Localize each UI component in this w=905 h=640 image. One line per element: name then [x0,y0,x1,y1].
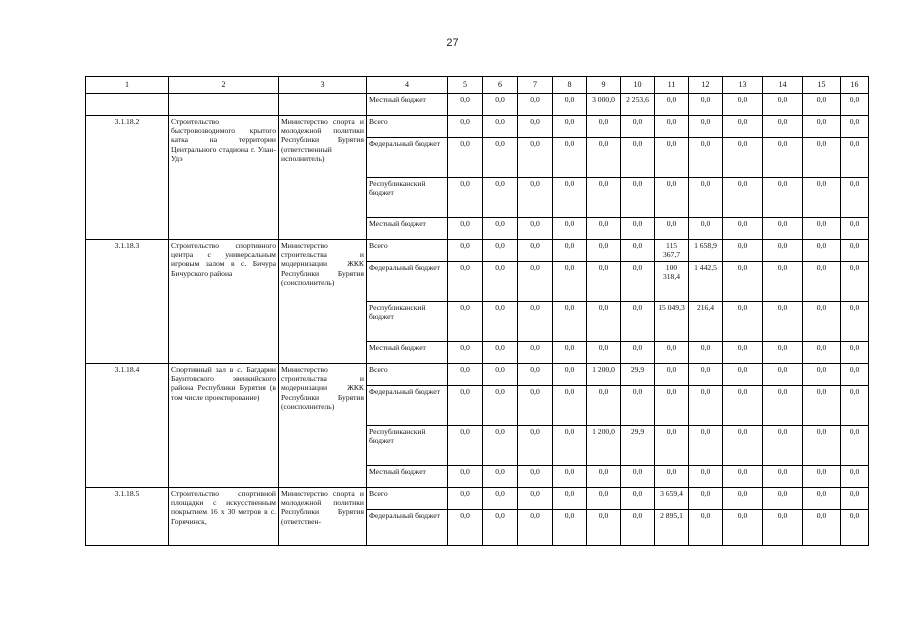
measure-name: Строительство спортивной площадки с искусственным покрытием 16 х 30 метров в с. Горячинск, [169,488,279,546]
value-cell: 0,0 [553,466,587,488]
page-number: 27 [446,37,459,49]
value-cell: 0,0 [841,94,869,116]
value-cell: 0,0 [841,426,869,466]
value-cell: 0,0 [448,466,483,488]
value-cell: 0,0 [483,138,518,178]
value-cell: 0,0 [553,488,587,510]
value-cell: 1 658,9 [689,240,723,262]
value-cell: 0,0 [723,426,763,466]
value-cell: 0,0 [723,138,763,178]
header-cell: 1 [86,77,169,94]
value-cell: 0,0 [689,94,723,116]
value-cell: 0,0 [483,342,518,364]
measure-executor [279,94,367,116]
value-cell: 0,0 [448,510,483,546]
funding-source: Республиканский бюджет [367,178,448,218]
value-cell: 0,0 [518,218,553,240]
table-row [86,488,869,510]
value-cell: 0,0 [763,218,803,240]
value-cell: 0,0 [621,262,655,302]
value-cell: 0,0 [803,488,841,510]
value-cell: 0,0 [803,426,841,466]
funding-source: Всего [367,488,448,510]
value-cell: 0,0 [723,262,763,302]
value-cell: 0,0 [689,218,723,240]
value-cell: 0,0 [723,510,763,546]
funding-source: Местный бюджет [367,94,448,116]
value-cell: 0,0 [553,426,587,466]
value-cell: 0,0 [518,94,553,116]
value-cell: 0,0 [763,426,803,466]
value-cell: 0,0 [587,218,621,240]
value-cell: 2 895,1 [655,510,689,546]
funding-source: Всего [367,364,448,386]
funding-source: Республиканский бюджет [367,302,448,342]
value-cell: 0,0 [763,240,803,262]
value-cell: 0,0 [448,426,483,466]
value-cell: 0,0 [803,364,841,386]
value-cell: 0,0 [518,426,553,466]
value-cell: 0,0 [483,364,518,386]
value-cell: 0,0 [803,218,841,240]
value-cell: 0,0 [803,178,841,218]
value-cell: 0,0 [448,218,483,240]
measure-name: Строительство спортивного центра с универсальным игровым залом в с. Бичура Бичурского района [169,240,279,364]
value-cell: 0,0 [553,386,587,426]
measure-executor: Министерство спорта и молодежной политики Республики Бурятия (ответствен- [279,488,367,546]
value-cell: 0,0 [553,94,587,116]
value-cell: 0,0 [841,342,869,364]
value-cell: 0,0 [655,342,689,364]
value-cell: 0,0 [448,262,483,302]
value-cell: 0,0 [553,218,587,240]
value-cell: 0,0 [763,488,803,510]
measure-executor: Министерство спорта и молодежной политики Республики Бурятия (ответственный исполнитель) [279,116,367,240]
value-cell: 0,0 [803,116,841,138]
funding-source: Федеральный бюджет [367,510,448,546]
table-row [86,364,869,386]
value-cell: 0,0 [689,466,723,488]
value-cell: 0,0 [553,178,587,218]
value-cell: 0,0 [587,510,621,546]
value-cell: 0,0 [553,364,587,386]
value-cell: 0,0 [803,138,841,178]
table-row [86,240,869,262]
header-cell: 12 [689,77,723,94]
value-cell: 1 200,0 [587,426,621,466]
value-cell: 0,0 [553,262,587,302]
value-cell: 0,0 [841,302,869,342]
value-cell: 115 367,7 [655,240,689,262]
value-cell: 0,0 [803,262,841,302]
value-cell: 0,0 [723,466,763,488]
funding-source: Республиканский бюджет [367,426,448,466]
value-cell: 0,0 [763,386,803,426]
value-cell: 0,0 [841,262,869,302]
funding-source: Местный бюджет [367,218,448,240]
value-cell: 29,9 [621,426,655,466]
funding-source: Федеральный бюджет [367,262,448,302]
value-cell: 0,0 [763,262,803,302]
funding-source: Местный бюджет [367,466,448,488]
measure-code: 3.1.18.3 [86,240,169,364]
value-cell: 0,0 [518,488,553,510]
value-cell: 0,0 [723,218,763,240]
value-cell: 0,0 [689,364,723,386]
value-cell: 0,0 [553,510,587,546]
value-cell: 0,0 [448,178,483,218]
value-cell: 0,0 [841,240,869,262]
header-cell: 15 [803,77,841,94]
value-cell: 0,0 [518,364,553,386]
budget-table [85,76,869,546]
header-cell: 13 [723,77,763,94]
header-cell: 14 [763,77,803,94]
value-cell: 0,0 [841,510,869,546]
value-cell: 0,0 [448,138,483,178]
value-cell: 216,4 [689,302,723,342]
measure-name: Спортивный зал в с. Багдарин Баунтовского эвенкийского района Республики Бурятия (в том числе проектирование) [169,364,279,488]
value-cell: 0,0 [841,218,869,240]
value-cell: 0,0 [448,364,483,386]
value-cell: 0,0 [655,138,689,178]
funding-source: Федеральный бюджет [367,138,448,178]
value-cell: 0,0 [689,178,723,218]
value-cell: 0,0 [841,178,869,218]
value-cell: 0,0 [621,178,655,218]
value-cell: 0,0 [763,510,803,546]
value-cell: 0,0 [621,466,655,488]
header-cell: 5 [448,77,483,94]
value-cell: 0,0 [483,510,518,546]
value-cell: 0,0 [763,138,803,178]
value-cell: 0,0 [587,240,621,262]
funding-source: Всего [367,116,448,138]
value-cell: 0,0 [723,178,763,218]
header-cell: 7 [518,77,553,94]
value-cell: 0,0 [763,364,803,386]
value-cell: 0,0 [518,262,553,302]
value-cell: 0,0 [448,488,483,510]
value-cell: 0,0 [803,302,841,342]
value-cell: 0,0 [553,138,587,178]
value-cell: 15 049,3 [655,302,689,342]
value-cell: 0,0 [483,262,518,302]
value-cell: 0,0 [763,302,803,342]
header-cell: 3 [279,77,367,94]
value-cell: 0,0 [763,94,803,116]
value-cell: 0,0 [841,364,869,386]
value-cell: 0,0 [518,240,553,262]
value-cell: 0,0 [587,342,621,364]
value-cell: 0,0 [655,94,689,116]
value-cell: 0,0 [803,342,841,364]
value-cell: 0,0 [553,302,587,342]
value-cell: 0,0 [518,510,553,546]
value-cell: 0,0 [587,386,621,426]
funding-source: Всего [367,240,448,262]
value-cell: 0,0 [553,116,587,138]
value-cell: 0,0 [723,240,763,262]
value-cell: 0,0 [689,426,723,466]
value-cell: 0,0 [448,94,483,116]
value-cell: 0,0 [448,342,483,364]
value-cell: 0,0 [621,240,655,262]
value-cell: 0,0 [689,488,723,510]
value-cell: 0,0 [483,426,518,466]
value-cell: 0,0 [553,342,587,364]
value-cell: 0,0 [518,178,553,218]
value-cell: 100 318,4 [655,262,689,302]
funding-source: Федеральный бюджет [367,386,448,426]
value-cell: 0,0 [655,218,689,240]
value-cell: 0,0 [621,116,655,138]
value-cell: 0,0 [518,466,553,488]
value-cell: 0,0 [621,218,655,240]
value-cell: 0,0 [841,138,869,178]
value-cell: 0,0 [655,364,689,386]
value-cell: 0,0 [655,426,689,466]
value-cell: 0,0 [483,218,518,240]
value-cell: 1 200,0 [587,364,621,386]
value-cell: 0,0 [689,342,723,364]
value-cell: 0,0 [448,302,483,342]
value-cell: 0,0 [655,386,689,426]
measure-executor: Министерство строительства и модернизации ЖКК Республики Бурятия (соисполнитель) [279,240,367,364]
value-cell: 3 000,0 [587,94,621,116]
value-cell: 0,0 [587,178,621,218]
value-cell: 0,0 [483,116,518,138]
value-cell: 0,0 [841,116,869,138]
value-cell: 0,0 [483,178,518,218]
value-cell: 0,0 [803,94,841,116]
value-cell: 0,0 [621,342,655,364]
value-cell: 0,0 [483,240,518,262]
value-cell: 0,0 [587,116,621,138]
measure-name: Строительство быстровозводимого крытого катка на территории Центрального стадиона г. Улан-Удэ [169,116,279,240]
value-cell: 0,0 [723,488,763,510]
value-cell: 1 442,5 [689,262,723,302]
value-cell: 0,0 [763,466,803,488]
value-cell: 0,0 [448,116,483,138]
value-cell: 0,0 [723,94,763,116]
header-cell: 16 [841,77,869,94]
header-cell: 2 [169,77,279,94]
value-cell: 0,0 [483,386,518,426]
value-cell: 0,0 [587,466,621,488]
value-cell: 0,0 [621,510,655,546]
value-cell: 0,0 [841,386,869,426]
value-cell: 0,0 [803,386,841,426]
value-cell: 0,0 [518,138,553,178]
value-cell: 0,0 [518,342,553,364]
value-cell: 0,0 [655,116,689,138]
measure-code: 3.1.18.2 [86,116,169,240]
value-cell: 0,0 [518,302,553,342]
value-cell: 0,0 [689,116,723,138]
value-cell: 0,0 [621,386,655,426]
value-cell: 0,0 [841,488,869,510]
value-cell: 0,0 [723,386,763,426]
header-cell: 11 [655,77,689,94]
value-cell: 0,0 [587,262,621,302]
value-cell: 0,0 [655,178,689,218]
value-cell: 0,0 [587,302,621,342]
header-cell: 4 [367,77,448,94]
value-cell: 0,0 [723,302,763,342]
value-cell: 0,0 [448,240,483,262]
value-cell: 0,0 [621,488,655,510]
value-cell: 0,0 [763,116,803,138]
table-row [86,94,869,116]
value-cell: 0,0 [763,178,803,218]
value-cell: 0,0 [803,466,841,488]
value-cell: 0,0 [587,138,621,178]
value-cell: 0,0 [448,386,483,426]
measure-code: 3.1.18.5 [86,488,169,546]
value-cell: 0,0 [518,386,553,426]
header-cell: 10 [621,77,655,94]
value-cell: 0,0 [723,364,763,386]
measure-code: 3.1.18.4 [86,364,169,488]
table-row [86,116,869,138]
header-cell: 9 [587,77,621,94]
value-cell: 0,0 [587,488,621,510]
value-cell: 0,0 [841,466,869,488]
value-cell: 0,0 [763,342,803,364]
value-cell: 0,0 [483,94,518,116]
value-cell: 0,0 [483,488,518,510]
value-cell: 0,0 [621,138,655,178]
value-cell: 0,0 [723,116,763,138]
measure-code [86,94,169,116]
value-cell: 0,0 [621,302,655,342]
value-cell: 0,0 [483,466,518,488]
header-cell: 6 [483,77,518,94]
value-cell: 0,0 [723,342,763,364]
value-cell: 0,0 [803,510,841,546]
measure-name [169,94,279,116]
header-cell: 8 [553,77,587,94]
value-cell: 0,0 [803,240,841,262]
value-cell: 0,0 [689,510,723,546]
header-row [86,77,869,94]
measure-executor: Министерство строительства и модернизации ЖКК Республики Бурятия (соисполнитель) [279,364,367,488]
value-cell: 0,0 [689,386,723,426]
value-cell: 3 659,4 [655,488,689,510]
value-cell: 0,0 [553,240,587,262]
value-cell: 0,0 [655,466,689,488]
value-cell: 2 253,6 [621,94,655,116]
value-cell: 29,9 [621,364,655,386]
value-cell: 0,0 [689,138,723,178]
value-cell: 0,0 [483,302,518,342]
funding-source: Местный бюджет [367,342,448,364]
value-cell: 0,0 [518,116,553,138]
